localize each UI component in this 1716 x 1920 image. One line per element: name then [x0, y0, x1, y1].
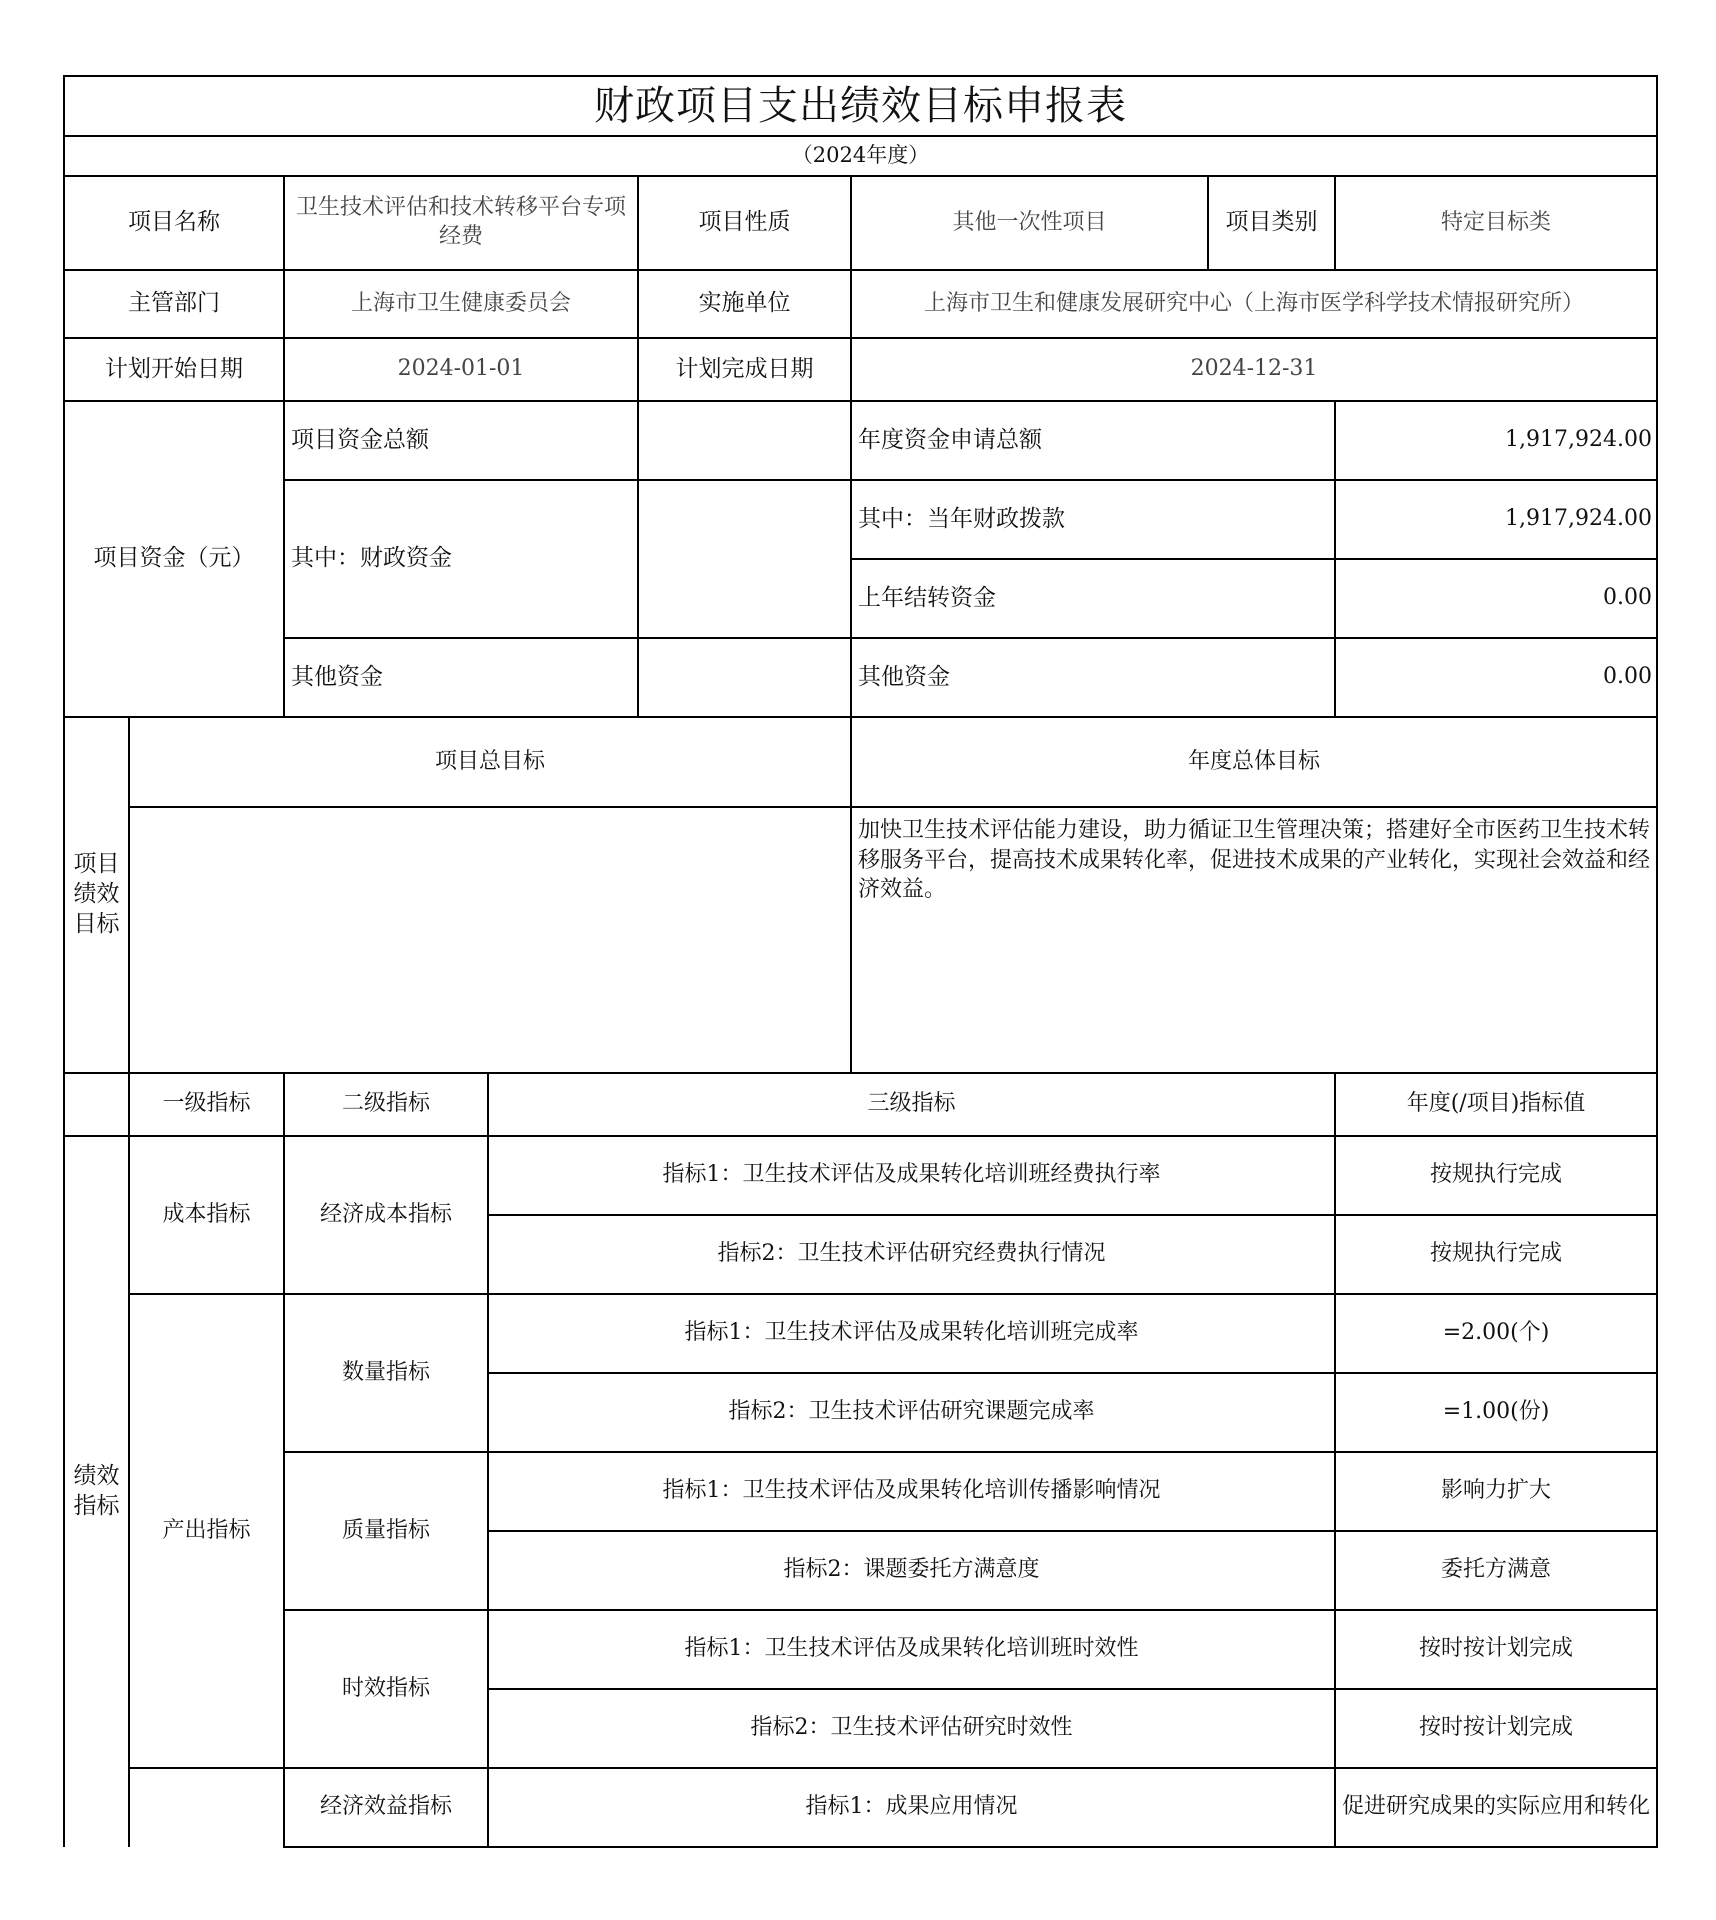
indicator-name: 指标1：成果应用情况: [488, 1768, 1335, 1847]
indicator-name: 指标1：卫生技术评估及成果转化培训班经费执行率: [488, 1136, 1335, 1215]
project-nature-label: 项目性质: [638, 176, 851, 270]
other-funds-value: [638, 638, 851, 717]
annual-funds-value: 1,917,924.00: [1335, 401, 1657, 480]
indicator-name: 指标2：卫生技术评估研究经费执行情况: [488, 1215, 1335, 1294]
funds-total-value: [638, 401, 851, 480]
funds-label: 项目资金（元）: [64, 401, 284, 717]
indicator-value: 按规执行完成: [1335, 1215, 1657, 1294]
indicator-value: =2.00(个): [1335, 1294, 1657, 1373]
carryover-value: 0.00: [1335, 559, 1657, 638]
indicator-value: 促进研究成果的实际应用和转化: [1335, 1768, 1657, 1847]
overall-goal-label: 项目总目标: [129, 717, 851, 807]
header-level3: 三级指标: [488, 1073, 1335, 1136]
level2-quantity: 数量指标: [284, 1294, 488, 1452]
indicator-name: 指标2：课题委托方满意度: [488, 1531, 1335, 1610]
end-date-value: 2024-12-31: [851, 338, 1657, 401]
annual-funds-label: 年度资金申请总额: [851, 401, 1335, 480]
end-date-label: 计划完成日期: [638, 338, 851, 401]
fiscal-funds-value: [638, 480, 851, 638]
project-name-label: 项目名称: [64, 176, 284, 270]
indicator-header-blank: [64, 1073, 129, 1136]
dept-value: 上海市卫生健康委员会: [284, 270, 638, 338]
unit-label: 实施单位: [638, 270, 851, 338]
indicator-value: 按时按计划完成: [1335, 1689, 1657, 1768]
indicator-name: 指标2：卫生技术评估研究课题完成率: [488, 1373, 1335, 1452]
indicator-name: 指标1：卫生技术评估及成果转化培训传播影响情况: [488, 1452, 1335, 1531]
level1-cost: 成本指标: [129, 1136, 284, 1294]
indicator-name: 指标2：卫生技术评估研究时效性: [488, 1689, 1335, 1768]
annual-goal-label: 年度总体目标: [851, 717, 1657, 807]
carryover-label: 上年结转资金: [851, 559, 1335, 638]
level2-economic-benefit: 经济效益指标: [284, 1768, 488, 1847]
level2-economic-cost: 经济成本指标: [284, 1136, 488, 1294]
indicator-value: 按规执行完成: [1335, 1136, 1657, 1215]
header-value: 年度(/项目)指标值: [1335, 1073, 1657, 1136]
indicator-value: =1.00(份): [1335, 1373, 1657, 1452]
project-name-value: 卫生技术评估和技术转移平台专项经费: [284, 176, 638, 270]
level1-output: 产出指标: [129, 1294, 284, 1768]
fiscal-funds-label: 其中：财政资金: [284, 480, 638, 638]
other-funds-label: 其他资金: [284, 638, 638, 717]
form-table: [63, 75, 1658, 1848]
dept-label: 主管部门: [64, 270, 284, 338]
header-level1: 一级指标: [129, 1073, 284, 1136]
overall-goal-value: [129, 807, 851, 1073]
goals-section-label: 项目绩效目标: [64, 717, 129, 1073]
header-level2: 二级指标: [284, 1073, 488, 1136]
other-funds-value-2: 0.00: [1335, 638, 1657, 717]
level2-timeliness: 时效指标: [284, 1610, 488, 1768]
project-category-label: 项目类别: [1208, 176, 1335, 270]
level2-quality: 质量指标: [284, 1452, 488, 1610]
project-category-value: 特定目标类: [1335, 176, 1657, 270]
current-appropriation-label: 其中：当年财政拨款: [851, 480, 1335, 559]
annual-goal-value: 加快卫生技术评估能力建设，助力循证卫生管理决策；搭建好全市医药卫生技术转移服务平台，提高技术成果转化率，促进技术成果的产业转化，实现社会效益和经济效益。: [851, 807, 1657, 1073]
project-nature-value: 其他一次性项目: [851, 176, 1208, 270]
form-title: 财政项目支出绩效目标申报表: [64, 76, 1657, 136]
funds-total-label: 项目资金总额: [284, 401, 638, 480]
performance-form: [63, 75, 1656, 1848]
indicator-value: 影响力扩大: [1335, 1452, 1657, 1531]
form-year: （2024年度）: [64, 136, 1657, 176]
indicator-value: 按时按计划完成: [1335, 1610, 1657, 1689]
current-appropriation-value: 1,917,924.00: [1335, 480, 1657, 559]
other-funds-label-2: 其他资金: [851, 638, 1335, 717]
start-date-label: 计划开始日期: [64, 338, 284, 401]
indicators-section-label: 绩效指标: [64, 1136, 129, 1847]
indicator-name: 指标1：卫生技术评估及成果转化培训班时效性: [488, 1610, 1335, 1689]
start-date-value: 2024-01-01: [284, 338, 638, 401]
indicator-name: 指标1：卫生技术评估及成果转化培训班完成率: [488, 1294, 1335, 1373]
unit-value: 上海市卫生和健康发展研究中心（上海市医学科学技术情报研究所）: [851, 270, 1657, 338]
indicator-value: 委托方满意: [1335, 1531, 1657, 1610]
level1-benefit-blank: [129, 1768, 284, 1847]
